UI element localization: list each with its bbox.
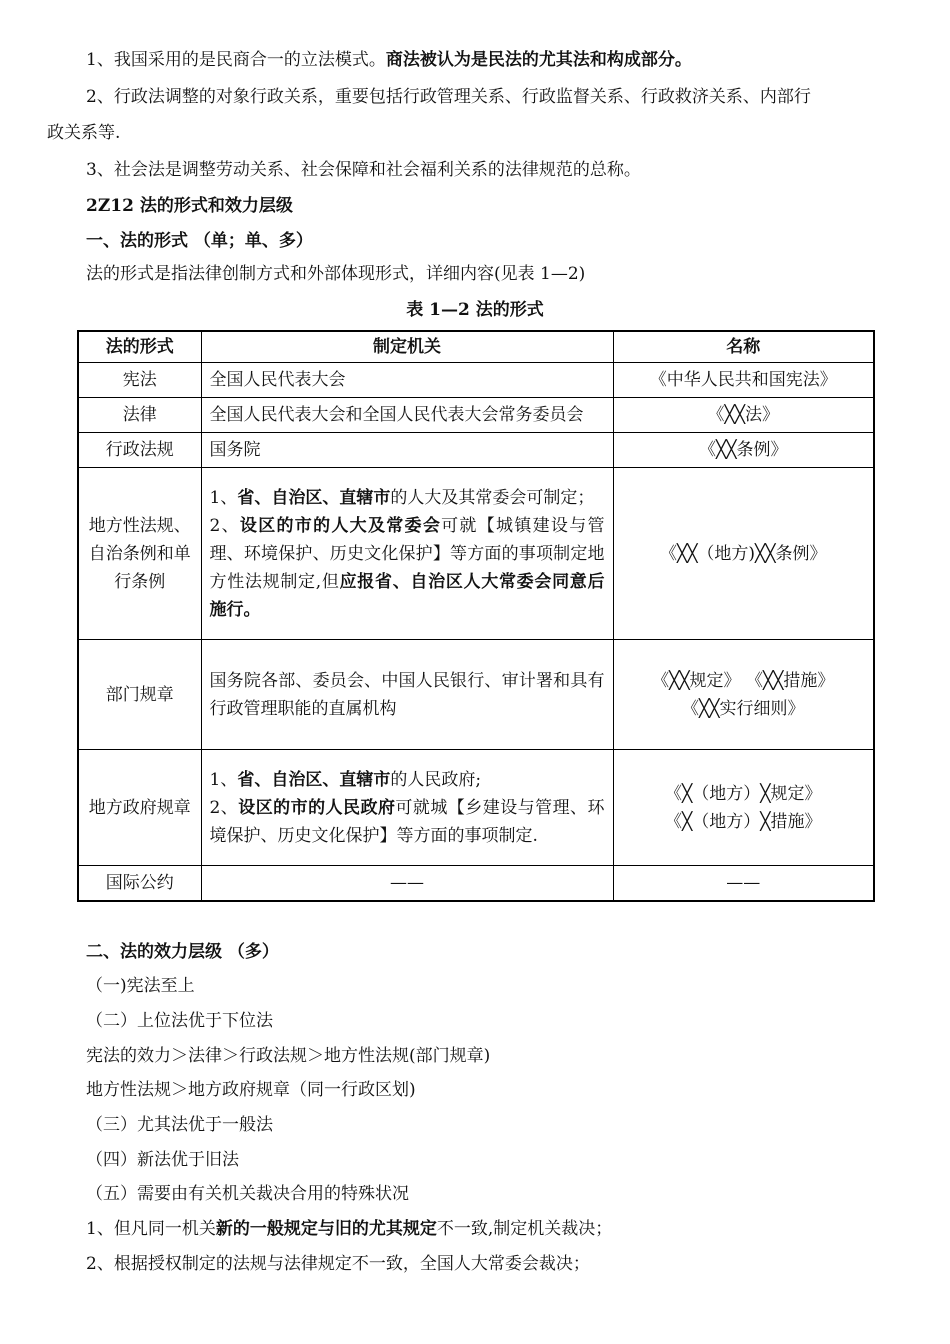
rule-2: 2、根据授权制定的法规与法律规定不一致，全国人大常委会裁决； — [86, 1254, 590, 1274]
paragraph-1 — [86, 48, 692, 72]
table-row — [78, 750, 874, 866]
header-form: 法的形式 — [78, 331, 201, 363]
cell-organ: —— — [201, 866, 613, 902]
cell-name: 《中华人民共和国宪法》 — [613, 363, 874, 398]
cell-form: 法律 — [78, 398, 201, 433]
cell-form: 地方政府规章 — [78, 750, 201, 866]
heading-legal-forms: 一、法的形式 （单；单、多） — [86, 231, 313, 251]
paragraph-3: 3、社会法是调整劳动关系、社会保障和社会福利关系的法律规范的总称。 — [86, 160, 641, 180]
cell-organ: 国务院 — [201, 433, 613, 468]
cell-organ — [201, 750, 613, 866]
header-name: 名称 — [613, 331, 874, 363]
paragraph-2-line-1: 2、行政法调整的对象行政关系，重要包括行政管理关系、行政监督关系、行政救济关系、内部行 — [86, 87, 811, 107]
list-item: （五）需要由有关机关裁决合用的特殊状况 — [86, 1184, 409, 1204]
rule-1: 1、但凡同一机关新的一般规定与旧的尤其规定不一致,制定机关裁决； — [86, 1219, 613, 1239]
table-row — [78, 363, 874, 398]
cell-form: 国际公约 — [78, 866, 201, 902]
table-row — [78, 433, 874, 468]
paragraph-4: 法的形式是指法律创制方式和外部体现形式，详细内容(见表 1—2) — [86, 264, 586, 284]
cell-name: 《╳╳条例》 — [613, 433, 874, 468]
list-item: （一)宪法至上 — [86, 976, 195, 996]
list-item: 宪法的效力＞法律＞行政法规＞地方性法规(部门规章) — [86, 1046, 491, 1066]
cell-form: 地方性法规、自治条例和单行条例 — [78, 468, 201, 640]
table-caption: 表 1—2 法的形式 — [406, 300, 544, 320]
header-organ: 制定机关 — [201, 331, 613, 363]
table-row — [78, 640, 874, 750]
heading-hierarchy: 二、法的效力层级 （多） — [86, 942, 279, 962]
paragraph-1-text: 1、我国采用的是民商合一的立法模式。 — [86, 50, 386, 70]
table-row — [78, 468, 874, 640]
cell-organ: 全国人民代表大会和全国人民代表大会常务委员会 — [201, 398, 613, 433]
cell-form: 部门规章 — [78, 640, 201, 750]
paragraph-2-line-2: 政关系等. — [47, 123, 121, 143]
paragraph-1-bold: 商法被认为是民法的尤其法和构成部分。 — [385, 50, 692, 70]
legal-forms-table — [77, 330, 875, 902]
cell-form: 宪法 — [78, 363, 201, 398]
list-item: （四）新法优于旧法 — [86, 1150, 239, 1170]
cell-name: 《╳（地方）╳规定》 《╳（地方）╳措施》 — [613, 750, 874, 866]
organ-item-2: 2、设区的市的人大及常委会可就【城镇建设与管理、环境保护、历史文化保护】等方面的事项制定地方性法规制定,但应报省、自治区人大常委会同意后施行。 — [209, 515, 605, 620]
cell-name: 《╳╳（地方)╳╳条例》 — [613, 468, 874, 640]
section-code-heading: 2Z12 法的形式和效力层级 — [86, 196, 293, 216]
cell-name: —— — [613, 866, 874, 902]
cell-organ: 国务院各部、委员会、中国人民银行、审计署和具有行政管理职能的直属机构 — [201, 640, 613, 750]
organ-item-1: 1、省、自治区、直辖市的人大及其常委会可制定； — [209, 487, 595, 508]
cell-organ — [201, 468, 613, 640]
table-header-row — [78, 331, 874, 363]
table-row — [78, 866, 874, 902]
cell-form: 行政法规 — [78, 433, 201, 468]
cell-organ: 全国人民代表大会 — [201, 363, 613, 398]
organ-item-1: 1、省、自治区、直辖市的人民政府; — [209, 769, 482, 790]
list-item: （二）上位法优于下位法 — [86, 1011, 273, 1031]
table-row — [78, 398, 874, 433]
list-item: 地方性法规＞地方政府规章（同一行政区划) — [86, 1080, 416, 1100]
cell-name: 《╳╳法》 — [613, 398, 874, 433]
cell-name: 《╳╳规定》 《╳╳措施》 《╳╳实行细则》 — [613, 640, 874, 750]
organ-item-2: 2、设区的市的人民政府可就城【乡建设与管理、环境保护、历史文化保护】等方面的事项制定. — [209, 797, 605, 846]
list-item: （三）尤其法优于一般法 — [86, 1115, 273, 1135]
